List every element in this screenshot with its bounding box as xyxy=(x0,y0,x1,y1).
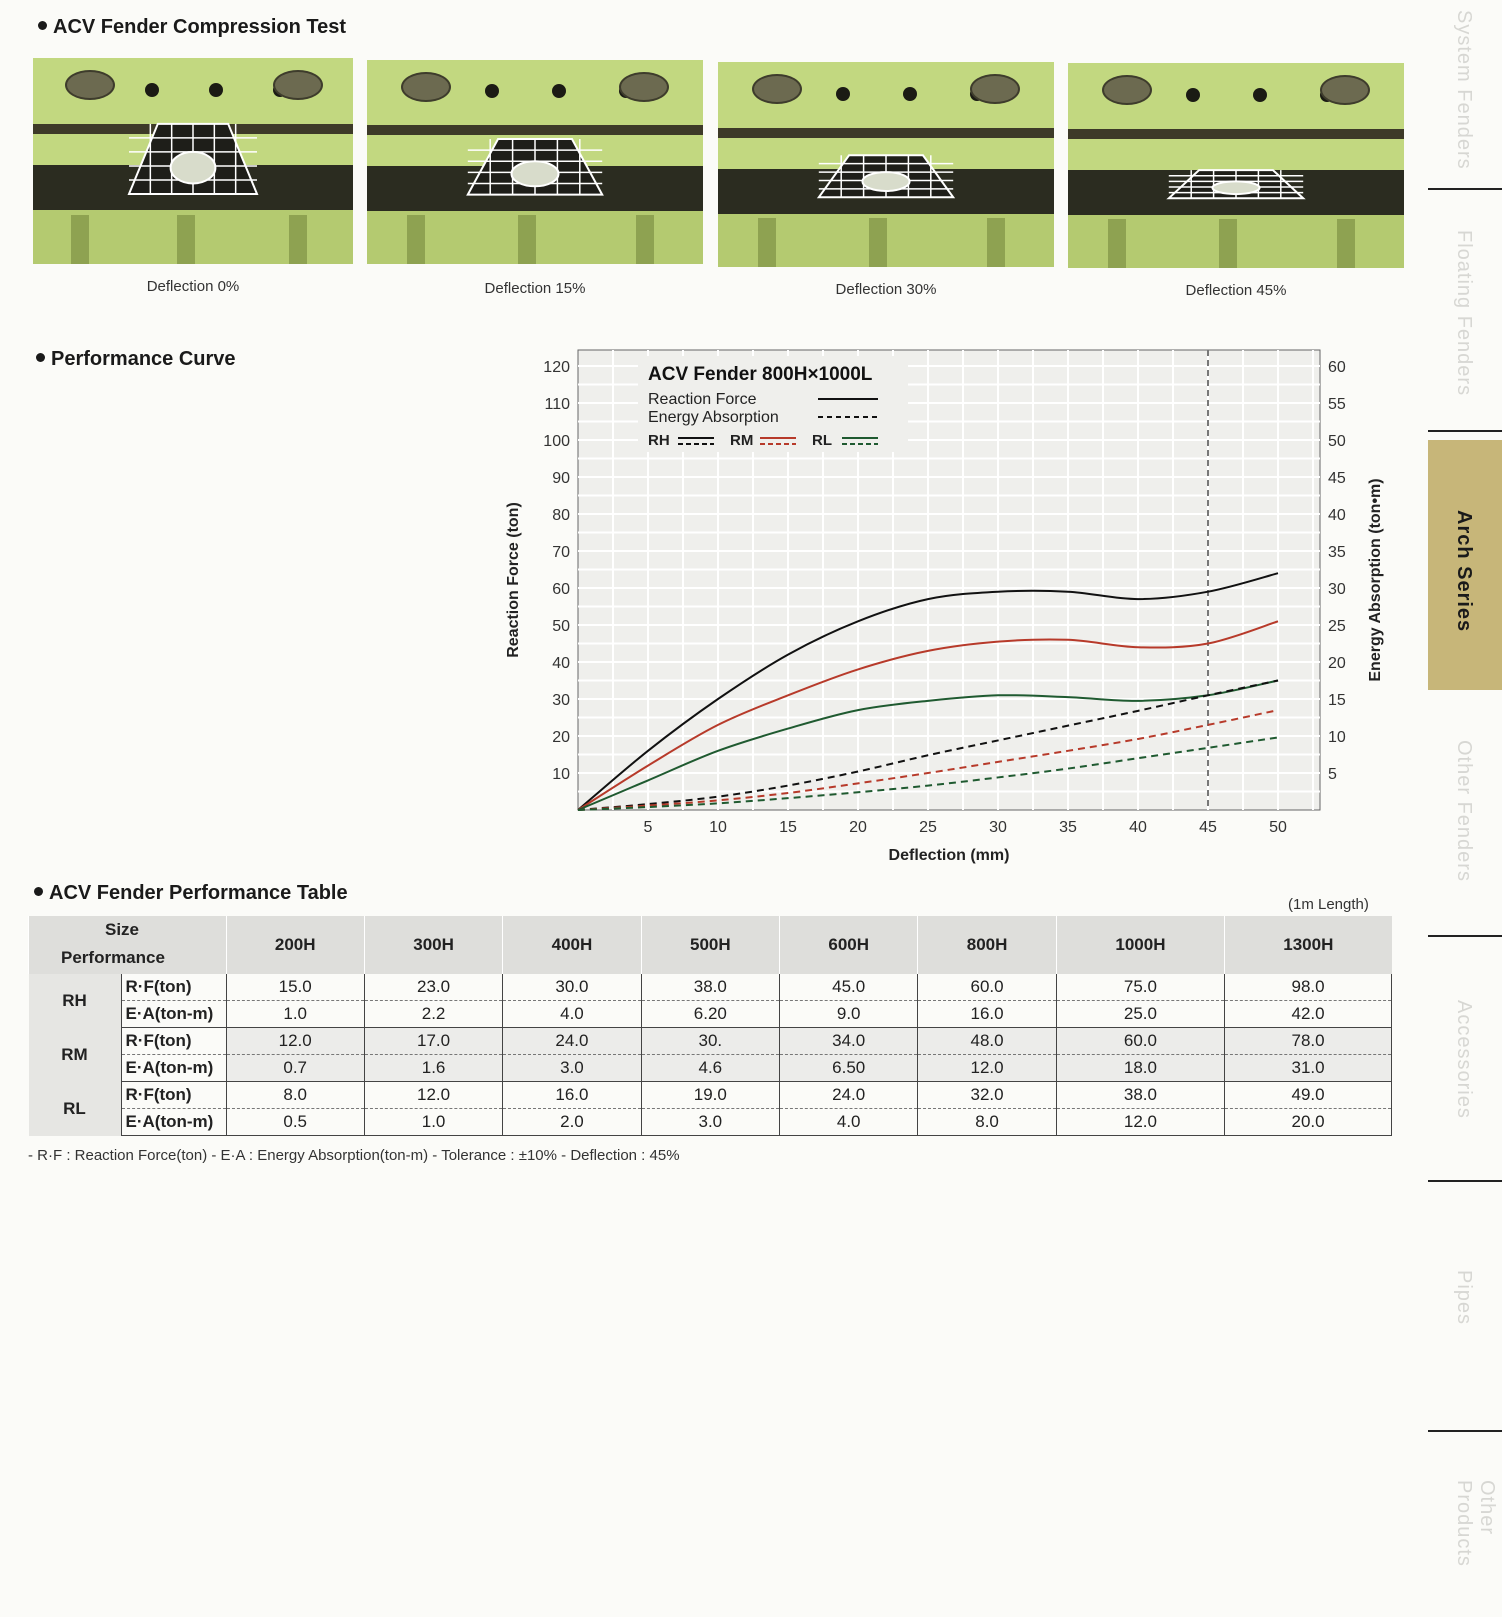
size-performance-header xyxy=(29,916,227,974)
x-tick-label: 45 xyxy=(1199,819,1217,836)
fender-grid xyxy=(1068,63,1404,268)
x-tick-label: 35 xyxy=(1059,819,1077,836)
sidebar-divider xyxy=(1428,1180,1502,1182)
table-cell: 60.0 xyxy=(1056,1028,1224,1055)
table-cell: 30.0 xyxy=(503,974,641,1001)
photo-caption: Deflection 15% xyxy=(484,280,586,297)
y2-tick-label: 10 xyxy=(1328,729,1346,746)
y-tick-label: 90 xyxy=(552,470,570,487)
x-tick-label: 20 xyxy=(849,819,867,836)
y-tick-label: 70 xyxy=(552,544,570,561)
sidebar-divider xyxy=(1428,1430,1502,1432)
y-tick-label: 60 xyxy=(552,581,570,598)
y2-tick-label: 40 xyxy=(1328,507,1346,524)
table-cell: 24.0 xyxy=(780,1082,918,1109)
table-cell: 12.0 xyxy=(918,1055,1056,1082)
group-label: RL xyxy=(29,1082,122,1136)
photo-caption: Deflection 45% xyxy=(1185,282,1287,299)
table-row xyxy=(29,974,1392,1001)
table-cell: 45.0 xyxy=(780,974,918,1001)
compression-photo xyxy=(1068,63,1404,268)
table-cell: 25.0 xyxy=(1056,1001,1224,1028)
sidebar-item[interactable]: Accessories xyxy=(1453,1000,1475,1119)
table-row xyxy=(29,1082,1392,1109)
table-cell: 32.0 xyxy=(918,1082,1056,1109)
sidebar-item[interactable]: Other Products xyxy=(1453,1480,1498,1567)
x-tick-label: 5 xyxy=(643,819,653,836)
table-cell: 0.5 xyxy=(226,1109,364,1136)
fender-grid xyxy=(718,62,1054,267)
y2-tick-label: 30 xyxy=(1328,581,1346,598)
y2-tick-label: 5 xyxy=(1328,766,1337,783)
table-cell: 31.0 xyxy=(1225,1055,1392,1082)
unit-note: (1m Length) xyxy=(1288,896,1369,913)
x-axis-label: Deflection (mm) xyxy=(888,847,1010,864)
table-cell: 38.0 xyxy=(641,974,779,1001)
table-footnote: - R·F : Reaction Force(ton) - E·A : Energy Absorption(ton-m) - Tolerance : ±10% - Deflection : 45% xyxy=(28,1147,680,1164)
sidebar-item[interactable]: Arch Series xyxy=(1453,510,1475,633)
table-cell: 19.0 xyxy=(641,1082,779,1109)
table-cell: 0.7 xyxy=(226,1055,364,1082)
y2-axis-label: Energy Absorption (ton•m) xyxy=(1367,478,1384,682)
photo-caption: Deflection 0% xyxy=(146,278,240,295)
table-cell: 1.0 xyxy=(364,1109,502,1136)
table-cell: 78.0 xyxy=(1225,1028,1392,1055)
table-cell: 1.0 xyxy=(226,1001,364,1028)
table-cell: 9.0 xyxy=(780,1001,918,1028)
performance-curve-text: Performance Curve xyxy=(51,348,236,370)
row-label: E·A(ton-m) xyxy=(121,1001,226,1028)
table-row xyxy=(29,1055,1392,1082)
compression-test-title xyxy=(38,16,346,39)
table-cell: 18.0 xyxy=(1056,1055,1224,1082)
x-tick-label: 15 xyxy=(779,819,797,836)
table-cell: 17.0 xyxy=(364,1028,502,1055)
table-header-row xyxy=(29,916,1392,974)
bullet-icon xyxy=(38,21,47,30)
row-label: R·F(ton) xyxy=(121,974,226,1001)
sidebar-item[interactable]: Floating Fenders xyxy=(1453,230,1475,397)
x-tick-label: 40 xyxy=(1129,819,1147,836)
table-cell: 1.6 xyxy=(364,1055,502,1082)
column-header: 400H xyxy=(503,916,641,974)
sidebar-item[interactable]: System Fenders xyxy=(1453,10,1475,170)
performance-chart xyxy=(500,340,1400,870)
y-tick-label: 120 xyxy=(543,359,570,376)
table-cell: 12.0 xyxy=(364,1082,502,1109)
row-label: R·F(ton) xyxy=(121,1082,226,1109)
table-cell: 15.0 xyxy=(226,974,364,1001)
column-header: 1000H xyxy=(1056,916,1224,974)
chart-title: ACV Fender 800H×1000L xyxy=(648,364,873,385)
group-label: RM xyxy=(29,1028,122,1082)
sidebar-divider xyxy=(1428,188,1502,190)
table-cell: 6.50 xyxy=(780,1055,918,1082)
y2-tick-label: 50 xyxy=(1328,433,1346,450)
table-cell: 16.0 xyxy=(918,1001,1056,1028)
x-tick-label: 30 xyxy=(989,819,1007,836)
size-label: Size xyxy=(105,920,140,939)
row-label: E·A(ton-m) xyxy=(121,1055,226,1082)
table-cell: 20.0 xyxy=(1225,1109,1392,1136)
y-tick-label: 40 xyxy=(552,655,570,672)
table-cell: 12.0 xyxy=(226,1028,364,1055)
table-cell: 49.0 xyxy=(1225,1082,1392,1109)
row-label: E·A(ton-m) xyxy=(121,1109,226,1136)
table-cell: 4.0 xyxy=(780,1109,918,1136)
sidebar-item[interactable]: Other Fenders xyxy=(1453,740,1475,882)
y-tick-label: 30 xyxy=(552,692,570,709)
sidebar-item[interactable]: Pipes xyxy=(1453,1270,1475,1326)
column-header: 1300H xyxy=(1225,916,1392,974)
compression-photo xyxy=(33,58,353,264)
table-cell: 16.0 xyxy=(503,1082,641,1109)
y-tick-label: 20 xyxy=(552,729,570,746)
y2-tick-label: 60 xyxy=(1328,359,1346,376)
sidebar-divider xyxy=(1428,935,1502,937)
table-cell: 23.0 xyxy=(364,974,502,1001)
performance-label: Performance xyxy=(61,948,165,967)
bullet-icon xyxy=(36,353,45,362)
group-label: RH xyxy=(29,974,122,1028)
x-tick-label: 25 xyxy=(919,819,937,836)
table-cell: 42.0 xyxy=(1225,1001,1392,1028)
column-header: 800H xyxy=(918,916,1056,974)
column-header: 300H xyxy=(364,916,502,974)
table-cell: 12.0 xyxy=(1056,1109,1224,1136)
table-cell: 24.0 xyxy=(503,1028,641,1055)
row-label: R·F(ton) xyxy=(121,1028,226,1055)
y-tick-label: 10 xyxy=(552,766,570,783)
y2-tick-label: 35 xyxy=(1328,544,1346,561)
sidebar-divider xyxy=(1428,430,1502,432)
table-row xyxy=(29,1109,1392,1136)
table-cell: 30. xyxy=(641,1028,779,1055)
fender-grid xyxy=(367,60,703,264)
compression-photo xyxy=(718,62,1054,267)
performance-curve-title xyxy=(36,348,236,371)
table-cell: 8.0 xyxy=(226,1082,364,1109)
x-tick-label: 50 xyxy=(1269,819,1287,836)
y2-tick-label: 15 xyxy=(1328,692,1346,709)
x-tick-label: 10 xyxy=(709,819,727,836)
y-axis-label: Reaction Force (ton) xyxy=(505,502,522,658)
legend-rm: RM xyxy=(730,432,754,449)
column-header: 200H xyxy=(226,916,364,974)
column-header: 500H xyxy=(641,916,779,974)
column-header: 600H xyxy=(780,916,918,974)
y2-tick-label: 25 xyxy=(1328,618,1346,635)
y2-tick-label: 20 xyxy=(1328,655,1346,672)
table-cell: 2.0 xyxy=(503,1109,641,1136)
table-cell: 34.0 xyxy=(780,1028,918,1055)
performance-table-title xyxy=(34,882,348,905)
y-tick-label: 110 xyxy=(544,396,570,413)
table-cell: 2.2 xyxy=(364,1001,502,1028)
y-tick-label: 100 xyxy=(543,433,570,450)
table-cell: 3.0 xyxy=(641,1109,779,1136)
performance-table-text: ACV Fender Performance Table xyxy=(49,882,348,904)
table-cell: 38.0 xyxy=(1056,1082,1224,1109)
table-cell: 4.0 xyxy=(503,1001,641,1028)
bullet-icon xyxy=(34,887,43,896)
table-cell: 8.0 xyxy=(918,1109,1056,1136)
table-row xyxy=(29,1001,1392,1028)
fender-grid xyxy=(33,58,353,264)
table-cell: 4.6 xyxy=(641,1055,779,1082)
table-cell: 48.0 xyxy=(918,1028,1056,1055)
legend-rl: RL xyxy=(812,432,832,449)
y-tick-label: 80 xyxy=(552,507,570,524)
table-cell: 98.0 xyxy=(1225,974,1392,1001)
table-row xyxy=(29,1028,1392,1055)
y2-tick-label: 55 xyxy=(1328,396,1346,413)
y2-tick-label: 45 xyxy=(1328,470,1346,487)
table-cell: 75.0 xyxy=(1056,974,1224,1001)
table-cell: 3.0 xyxy=(503,1055,641,1082)
legend-reaction-force: Reaction Force xyxy=(648,391,757,408)
legend-energy-absorption: Energy Absorption xyxy=(648,409,779,426)
table-cell: 6.20 xyxy=(641,1001,779,1028)
compression-photo xyxy=(367,60,703,264)
compression-title-text: ACV Fender Compression Test xyxy=(53,16,347,38)
legend-rh: RH xyxy=(648,432,670,449)
photo-caption: Deflection 30% xyxy=(835,281,937,298)
y-tick-label: 50 xyxy=(552,618,570,635)
table-cell: 60.0 xyxy=(918,974,1056,1001)
performance-table xyxy=(28,916,1392,1136)
